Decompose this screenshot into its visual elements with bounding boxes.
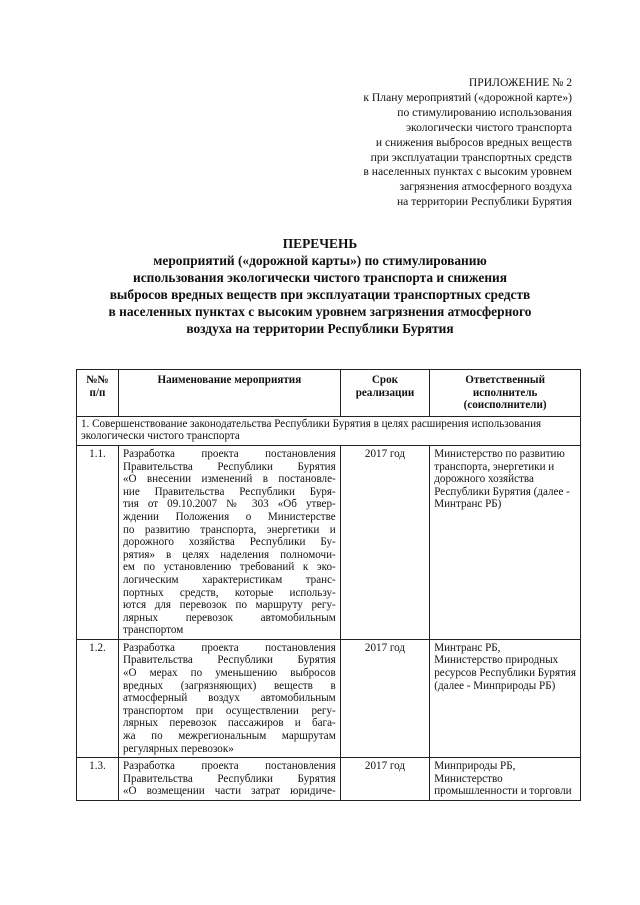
row-number: 1.2. — [77, 639, 119, 757]
appendix-line: по стимулированию использования — [397, 105, 572, 119]
appendix-line: к Плану мероприятий («дорожной карте») — [363, 90, 572, 104]
row-responsible: Минприроды РБ, Министерство промышленности и торговли — [430, 758, 581, 801]
header-responsible: Ответственный исполнитель (соисполнители) — [430, 370, 581, 417]
section-row — [77, 416, 581, 445]
measures-table — [76, 369, 581, 801]
header-term: Срок реализации — [340, 370, 430, 417]
appendix-line: загрязнения атмосферного воздуха — [399, 180, 572, 194]
header-name: Наименование мероприятия — [118, 370, 340, 417]
appendix-line: и снижения выбросов вредных веществ — [375, 135, 572, 149]
appendix-block — [320, 76, 572, 210]
row-term: 2017 год — [340, 639, 430, 757]
appendix-line: ПРИЛОЖЕНИЕ № 2 — [468, 76, 572, 89]
row-number: 1.1. — [77, 445, 119, 639]
table-row — [77, 639, 581, 757]
title-line: выбросов вредных веществ при эксплуатации транспортных средств — [109, 286, 531, 302]
row-description: Разработка проекта постановления Правительства Республики Бурятия «О внесении изменений в постановле- ние Правительства Республики Буря- тия от 09.10.2007 № 303 «Об утвер- ждении Положения о Министерстве по развитию транспорта, энергетики и дорожного хозяйства Республики Бу- рятия» в целях наделения полномочи- ем по установлению требований к эко- логическим характеристикам транс- портных средств, которые использу- ются для перевозок по маршруту регу- лярных перевозок автомобильным транспортом — [118, 445, 340, 639]
row-number: 1.3. — [77, 758, 119, 801]
table-row — [77, 445, 581, 639]
appendix-line: при эксплуатации транспортных средств — [370, 150, 572, 164]
row-description: Разработка проекта постановления Правительства Республики Бурятия «О возмещении части затрат юридиче- — [118, 758, 340, 801]
title-line: воздуха на территории Республики Бурятия — [186, 320, 454, 336]
header-num: №№ п/п — [77, 370, 119, 417]
row-responsible: Министерство по развитию транспорта, энергетики и дорожного хозяйства Республики Бурятия (далее - Минтранс РБ) — [430, 445, 581, 639]
title-line: в населенных пунктах с высоким уровнем загрязнения атмосферного — [108, 303, 532, 319]
appendix-line: экологически чистого транспорта — [406, 120, 572, 134]
table-header-row — [77, 370, 581, 417]
section-title: 1. Совершенствование законодательства Республики Бурятия в целях расширения использования экологически чистого транспорта — [77, 416, 581, 445]
row-responsible: Минтранс РБ, Министерство природных ресурсов Республики Бурятия (далее - Минприроды РБ) — [430, 639, 581, 757]
title-line: ПЕРЕЧЕНЬ — [282, 236, 358, 251]
table-row — [77, 758, 581, 801]
row-description: Разработка проекта постановления Правительства Республики Бурятия «О мерах по уменьшению выбросов вредных (загрязняющих) веществ в атмосферный воздух автомобильным транспортом при осуществлении регу- лярных перевозок пассажиров и бага- жа по межрегиональным маршрутам регулярных перевозок» — [118, 639, 340, 757]
document-title — [60, 236, 580, 337]
appendix-line: на территории Республики Бурятия — [396, 195, 572, 209]
title-line: использования экологически чистого транспорта и снижения — [132, 269, 508, 285]
appendix-line: в населенных пунктах с высоким уровнем — [363, 165, 572, 179]
row-term: 2017 год — [340, 758, 430, 801]
title-line: мероприятий («дорожной карты») по стимулированию — [153, 252, 487, 268]
row-term: 2017 год — [340, 445, 430, 639]
